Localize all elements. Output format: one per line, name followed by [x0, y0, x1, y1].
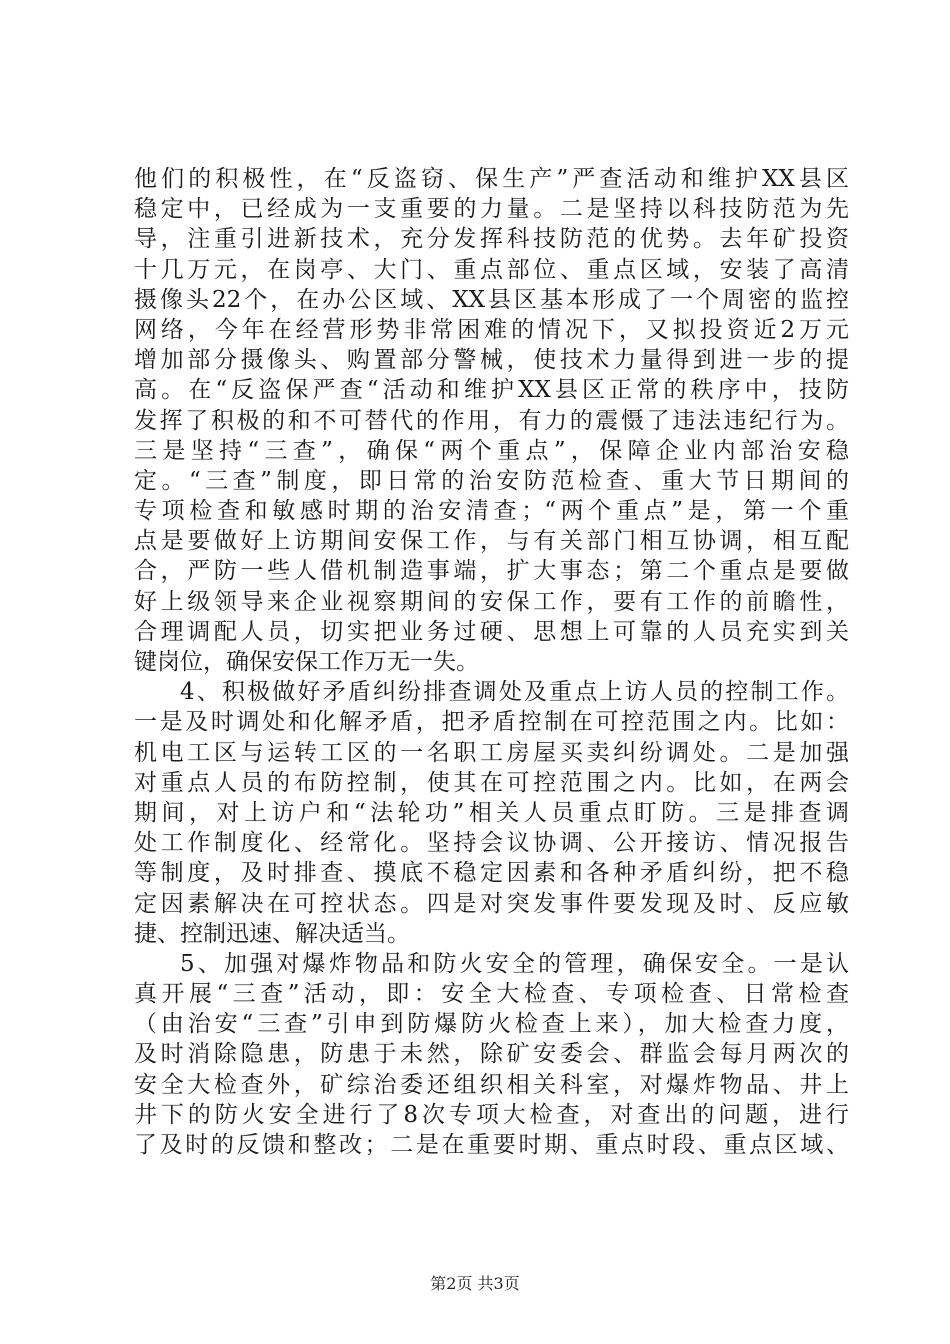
text-line: 真开展“三查”活动，即：安全大检查、专项检查、日常检查 [134, 981, 849, 1008]
text-line: 三是坚持“三查”，确保“两个重点”，保障企业内部治安稳 [134, 437, 849, 464]
text-line: 摄像头22个，在办公区域、XX县区基本形成了一个周密的监控 [134, 286, 849, 313]
text-line: （由治安“三查”引申到防爆防火检查上来），加大检查力度， [134, 1011, 849, 1038]
text-line: 井下的防火安全进行了8次专项大检查，对查出的问题，进行 [134, 1101, 849, 1128]
text-line: 定因素解决在可控状态。四是对突发事件要发现及时、反应敏 [134, 890, 849, 917]
text-line: 稳定中，已经成为一支重要的力量。二是坚持以科技防范为先 [134, 196, 849, 223]
text-line: 键岗位，确保安保工作万无一失。 [134, 649, 479, 675]
text-line: 等制度，及时排查、摸底不稳定因素和各种矛盾纠纷，把不稳 [134, 860, 849, 887]
text-line: 了及时的反馈和整改；二是在重要时期、重点时段、重点区域、 [134, 1132, 849, 1158]
text-line: 及时消除隐患，防患于未然，除矿安委会、群监会每月两次的 [134, 1041, 849, 1068]
text-line: 合，严防一些人借机制造事端，扩大事态；第二个重点是要做 [134, 558, 849, 585]
text-line: 发挥了积极的和不可替代的作用，有力的震慑了违法违纪行为。 [134, 407, 849, 434]
text-line: 高。在“反盗保严查“活动和维护XX县区正常的秩序中，技防 [134, 377, 849, 404]
text-line: 好上级领导来企业视察期间的安保工作，要有工作的前瞻性， [134, 588, 849, 615]
text-line: 他们的积极性，在“反盗窃、保生产”严查活动和维护XX县区 [134, 166, 849, 192]
text-line: 定。“三查”制度，即日常的治安防范检查、重大节日期间的 [134, 467, 849, 494]
text-line: 对重点人员的布防控制，使其在可控范围之内。比如，在两会 [134, 769, 849, 796]
text-line: 合理调配人员，切实把业务过硬、思想上可靠的人员充实到关 [134, 618, 849, 645]
text-line: 机电工区与运转工区的一名职工房屋买卖纠纷调处。二是加强 [134, 739, 849, 766]
text-line: 专项检查和敏感时期的治安清查；“两个重点”是，第一个重 [134, 498, 849, 525]
text-line: 导，注重引进新技术，充分发挥科技防范的优势。去年矿投资 [134, 226, 849, 253]
text-line: 捷、控制迅速、解决适当。 [134, 920, 410, 947]
text-line: 增加部分摄像头、购置部分警械，使技术力量得到进一步的提 [134, 347, 849, 374]
document-body [134, 164, 849, 1160]
text-line: 安全大检查外，矿综治委还组织相关科室，对爆炸物品、井上 [134, 1071, 849, 1098]
text-line: 点是要做好上访期间安保工作，与有关部门相互协调，相互配 [134, 528, 849, 555]
text-line: 一是及时调处和化解矛盾，把矛盾控制在可控范围之内。比如： [134, 709, 849, 736]
text-line: 5、加强对爆炸物品和防火安全的管理，确保安全。一是认 [180, 950, 849, 977]
text-line: 十几万元，在岗亭、大门、重点部位、重点区域，安装了高清 [134, 256, 849, 283]
page-number-footer: 第2页 共3页 [430, 1274, 520, 1293]
text-line: 网络，今年在经营形势非常困难的情况下，又拟投资近2万元 [134, 316, 849, 343]
text-line: 期间，对上访户和“法轮功”相关人员重点盯防。三是排查调 [134, 799, 849, 826]
text-line: 处工作制度化、经常化。坚持会议协调、公开接访、情况报告 [134, 830, 849, 857]
text-line: 4、积极做好矛盾纠纷排查调处及重点上访人员的控制工作。 [180, 679, 849, 706]
